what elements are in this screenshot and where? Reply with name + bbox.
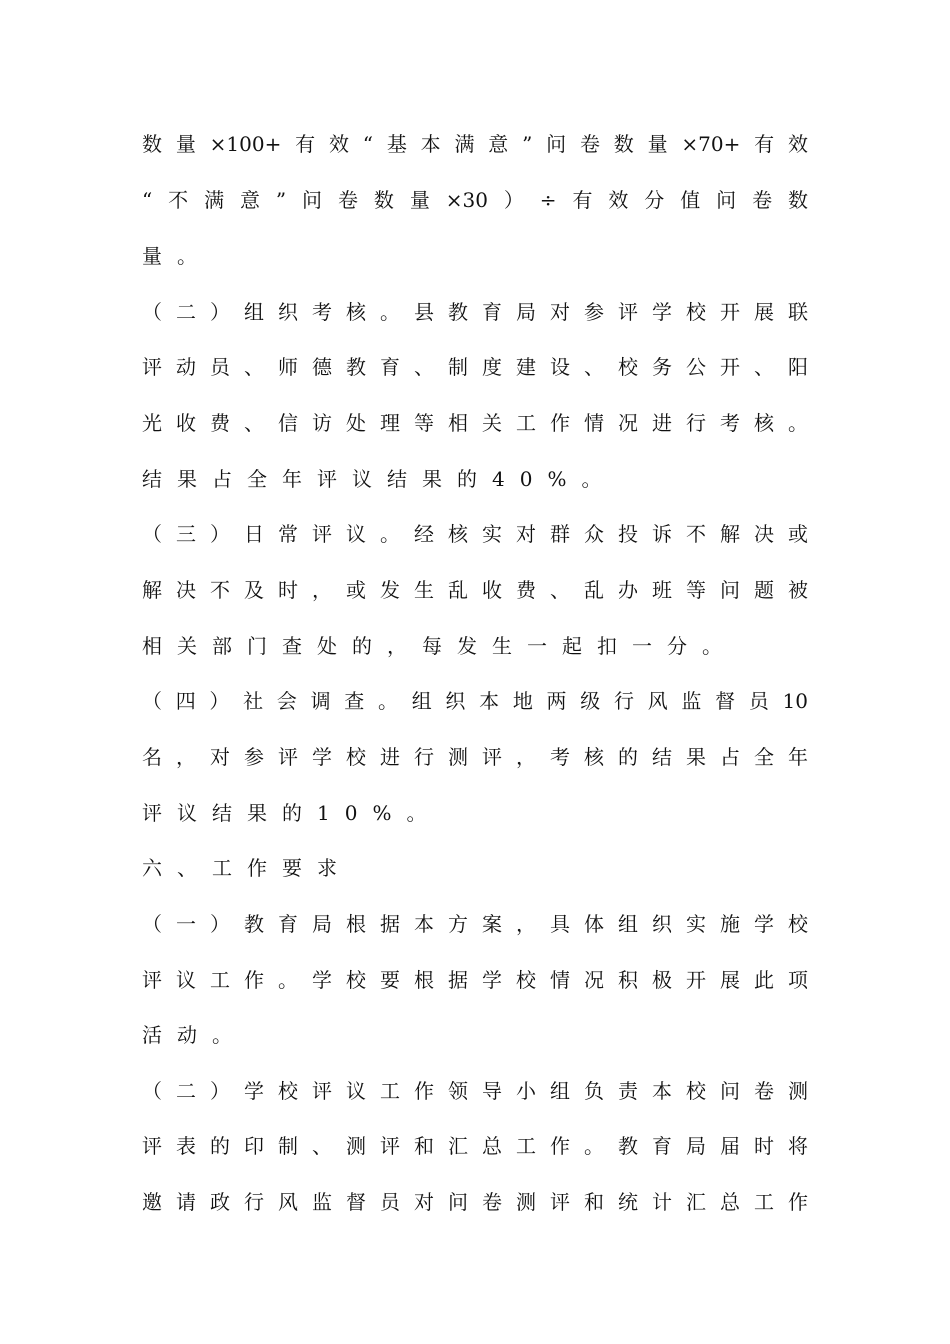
section-heading: 六、工作要求 <box>142 856 352 880</box>
text-line: （三）日常评议。经核实对群众投诉不解决或 <box>142 522 808 546</box>
text-line: 相关部门查处的，每发生一起扣一分。 <box>142 634 737 658</box>
text-line: 量。 <box>142 244 212 268</box>
text-line: （二）组织考核。县教育局对参评学校开展联 <box>142 300 808 324</box>
text-line: 评表的印制、测评和汇总工作。教育局届时将 <box>142 1134 808 1158</box>
text-line: 评动员、师德教育、制度建设、校务公开、阳 <box>142 355 808 379</box>
text-line: 评议结果的10%。 <box>142 801 442 825</box>
text-line: （一）教育局根据本方案，具体组织实施学校 <box>142 912 808 936</box>
text-line: 结果占全年评议结果的40%。 <box>142 467 617 491</box>
text-line: 数量×100+有效“基本满意”问卷数量×70+有效 <box>142 132 808 156</box>
text-line: “不满意”问卷数量×30）÷有效分值问卷数 <box>142 188 808 212</box>
text-line: 解决不及时，或发生乱收费、乱办班等问题被 <box>142 578 808 602</box>
text-line: 名，对参评学校进行测评，考核的结果占全年 <box>142 745 808 769</box>
text-line: 光收费、信访处理等相关工作情况进行考核。 <box>142 411 808 435</box>
text-line: 评议工作。学校要根据学校情况积极开展此项 <box>142 968 808 992</box>
text-line: 邀请政行风监督员对问卷测评和统计汇总工作 <box>142 1190 808 1214</box>
text-line: （二）学校评议工作领导小组负责本校问卷测 <box>142 1079 808 1103</box>
text-line: 活动。 <box>142 1023 247 1047</box>
text-line: （四）社会调查。组织本地两级行风监督员10 <box>142 689 808 713</box>
